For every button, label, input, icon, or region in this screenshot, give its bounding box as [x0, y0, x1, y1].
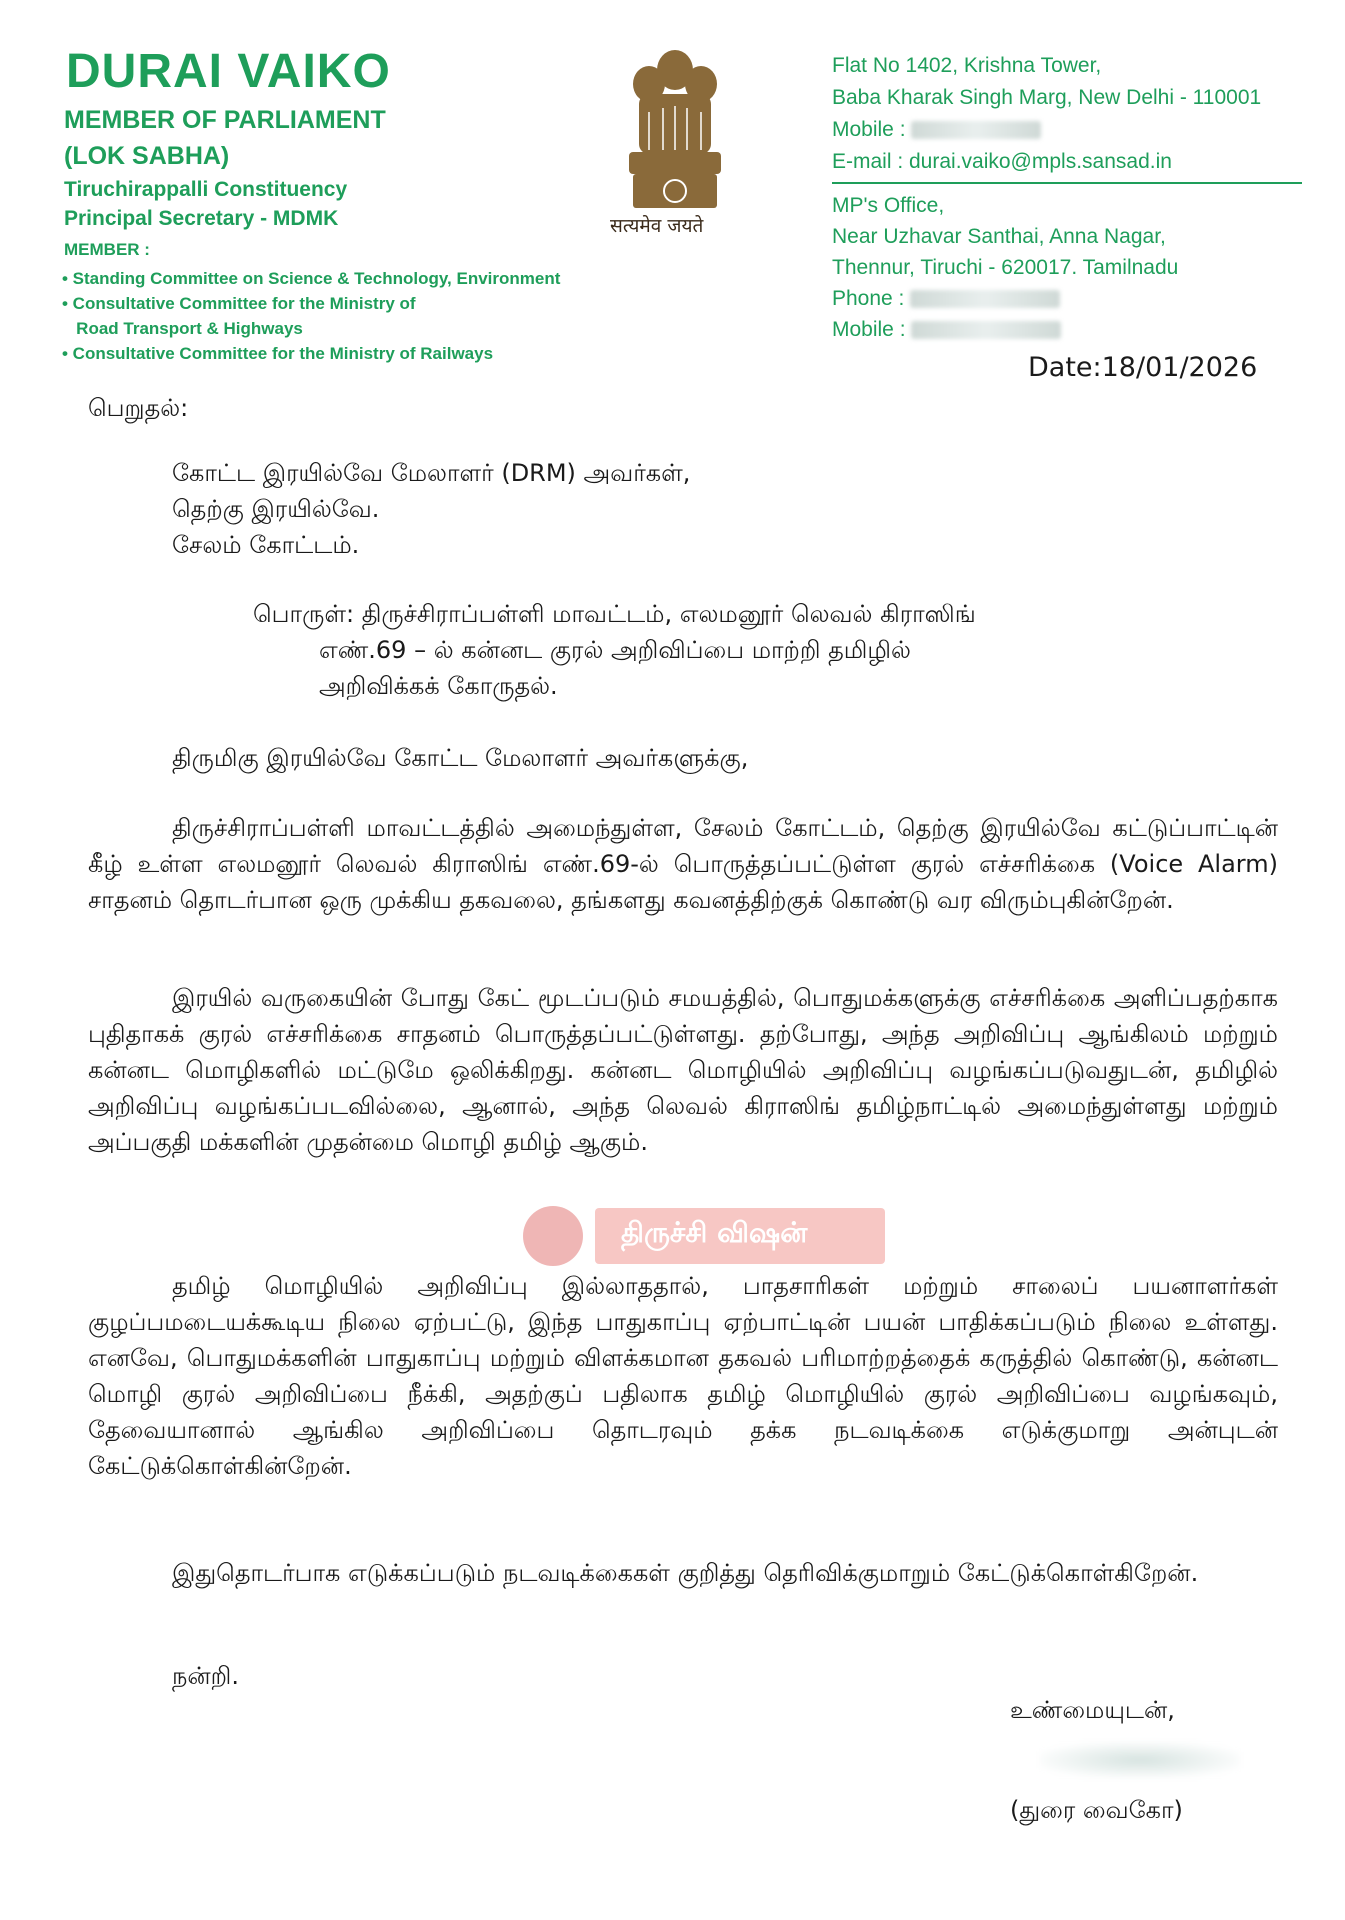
member-label: MEMBER : — [64, 240, 150, 259]
mp-subtitle — [64, 175, 347, 233]
watermark-text: திருச்சி விஷன் — [621, 1216, 808, 1249]
address-line: Thennur, Tiruchi - 620017. Tamilnadu — [832, 256, 1179, 279]
closing-text: உண்மையுடன், — [1010, 1696, 1175, 1724]
body-paragraph: இதுதொடர்பாக எடுக்கப்படும் நடவடிக்கைகள் குறித்து தெரிவிக்குமாறும் கேட்டுக்கொள்கிறேன். — [172, 1559, 1199, 1587]
signature-redacted — [1040, 1742, 1240, 1778]
body-paragraph: தமிழ் மொழியில் அறிவிப்பு இல்லாததால், பாதசாரிகள் மற்றும் சாலைப் பயனாளர்கள் குழப்பமடையக்கூடிய நிலை ஏற்பட்டு, இந்த பாதுகாப்பு ஏற்பாட்டின் பயன் பாதிக்கப்படும் நிலை உள்ளது. எனவே, பொதுமக்களின் பாதுகாப்பு மற்றும் விளக்கமான தகவல் பரிமாற்றத்தைக் கருத்தில் கொண்டு, கன்னட மொழி குரல் அறிவிப்பை நீக்கி, அதற்குப் பதிலாக தமிழ் மொழியில் குரல் அறிவிப்பை வழங்கவும், தேவையானால் ஆங்கில அறிவிப்பை தொடரவும் தக்க நடவடிக்கை எடுக்குமாறு அன்புடன் கேட்டுக்கொள்கின்றேன். — [88, 1272, 1278, 1480]
address-line: Near Uzhavar Santhai, Anna Nagar, — [832, 225, 1166, 248]
mp-name: DURAI VAIKO — [66, 45, 391, 98]
constituency-line: Tiruchirappalli Constituency — [64, 178, 348, 201]
office-phone — [832, 283, 1178, 314]
mp-title-line: (LOK SABHA) — [64, 142, 230, 170]
national-emblem-icon — [615, 32, 735, 232]
delhi-mobile — [832, 114, 1261, 146]
header-divider — [832, 182, 1302, 184]
mobile-label: Mobile : — [832, 118, 912, 141]
committee-item: • Consultative Committee for the Ministry of Railways — [62, 344, 494, 363]
subject-line: அறிவிக்கக் கோருதல். — [319, 672, 558, 700]
committee-item: • Standing Committee on Science & Technology, Environment — [62, 269, 561, 288]
phone-label: Phone : — [832, 287, 911, 310]
delhi-address — [832, 50, 1261, 178]
redacted-mobile — [911, 321, 1061, 339]
salutation: திருமிகு இரயில்வே கோட்ட மேலாளர் அவர்களுக்கு, — [172, 744, 749, 772]
office-mobile — [832, 314, 1178, 345]
committee-item: Road Transport & Highways — [62, 319, 303, 338]
recipient-line: தெற்கு இரயில்வே. — [172, 495, 380, 523]
address-line: MP's Office, — [832, 194, 945, 217]
committee-item: • Consultative Committee for the Ministry of — [62, 294, 416, 313]
subject-line: பொருள்: திருச்சிராப்பள்ளி மாவட்டம், எலமனூர் லெவல் கிராஸிங் — [253, 600, 976, 628]
thanks-text: நன்றி. — [172, 1662, 239, 1690]
mobile-label: Mobile : — [832, 318, 912, 341]
office-address — [832, 190, 1178, 345]
committee-list — [62, 266, 560, 366]
watermark-logo-icon — [523, 1206, 583, 1266]
mp-title-line: MEMBER OF PARLIAMENT — [64, 106, 386, 134]
subject-block — [253, 596, 976, 704]
signatory-name: (துரை வைகோ) — [1010, 1796, 1183, 1824]
recipient-block — [172, 455, 690, 563]
recipient-line: கோட்ட இரயில்வே மேலாளர் (DRM) அவர்கள், — [172, 459, 691, 487]
body-paragraph: இரயில் வருகையின் போது கேட் மூடப்படும் சமயத்தில், பொதுமக்களுக்கு எச்சரிக்கை அளிப்பதற்காக புதிதாகக் குரல் எச்சரிக்கை சாதனம் பொருத்தப்பட்டுள்ளது. தற்போது, அந்த அறிவிப்பு ஆங்கிலம் மற்றும் கன்னட மொழிகளில் மட்டுமே ஒலிக்கிறது. கன்னட மொழியில் அறிவிப்பு வழங்கப்படுவதுடன், தமிழில் அறிவிப்பு வழங்கப்படவில்லை, ஆனால், அந்த லெவல் கிராஸிங் தமிழ்நாட்டில் அமைந்துள்ளது மற்றும் அப்பகுதி மக்களின் முதன்மை மொழி தமிழ் ஆகும். — [88, 984, 1278, 1156]
letter-date: Date:18/01/2026 — [1028, 352, 1258, 383]
redacted-mobile — [911, 121, 1041, 139]
email-line: E-mail : durai.vaiko@mpls.sansad.in — [832, 150, 1172, 173]
address-line: Baba Kharak Singh Marg, New Delhi - 110001 — [832, 86, 1262, 109]
body-paragraph: திருச்சிராப்பள்ளி மாவட்டத்தில் அமைந்துள்ள, சேலம் கோட்டம், தெற்கு இரயில்வே கட்டுப்பாட்டின் கீழ் உள்ள எலமனூர் லெவல் கிராஸிங் எண்.69-ல் பொருத்தப்பட்டுள்ள குரல் எச்சரிக்கை (Voice Alarm) சாதனம் தொடர்பான ஒரு முக்கிய தகவலை, தங்களது கவனத்திற்குக் கொண்டு வர விரும்புகின்றேன். — [88, 814, 1278, 914]
channel-watermark — [503, 1200, 895, 1272]
party-position-line: Principal Secretary - MDMK — [64, 207, 339, 230]
emblem-motto: सत्यमेव जयते — [610, 215, 704, 237]
recipient-label: பெறுதல்: — [88, 394, 189, 422]
subject-line: எண்.69 – ல் கன்னட குரல் அறிவிப்பை மாற்றி தமிழில் — [319, 636, 911, 664]
redacted-phone — [910, 290, 1060, 308]
address-line: Flat No 1402, Krishna Tower, — [832, 54, 1102, 77]
mp-title — [64, 102, 386, 174]
recipient-line: சேலம் கோட்டம். — [172, 531, 360, 559]
